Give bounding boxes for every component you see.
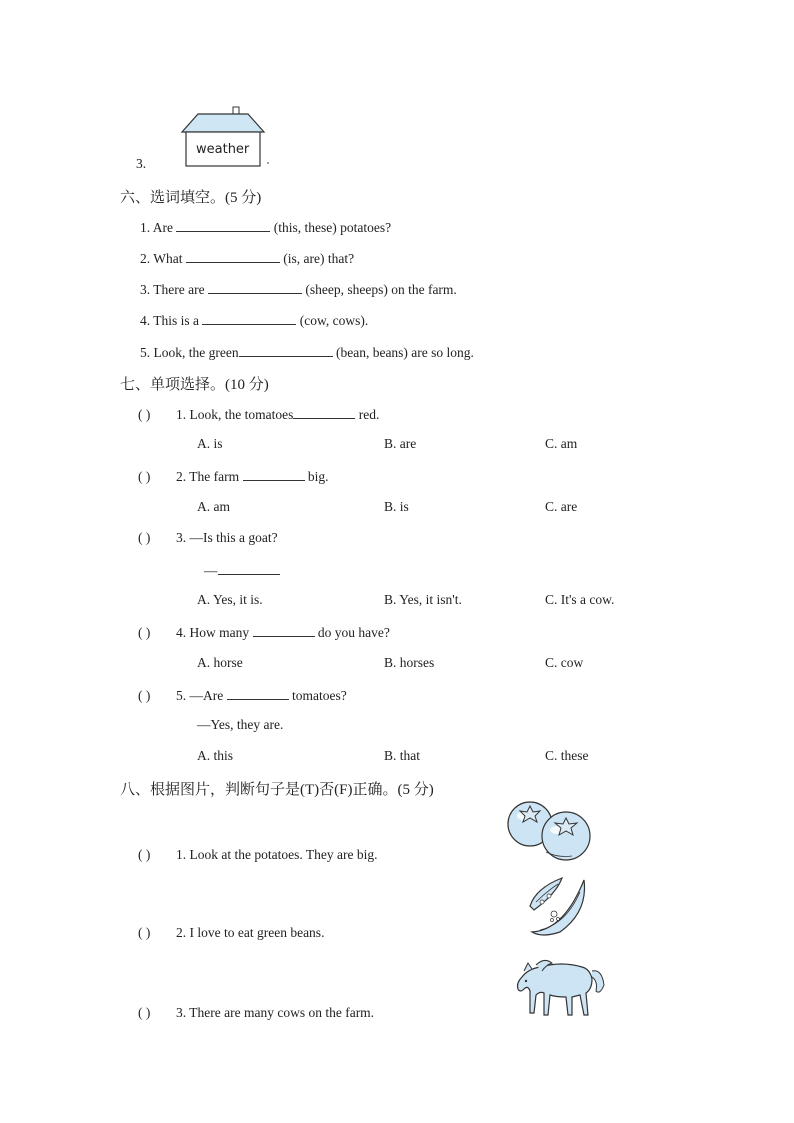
answer-blank[interactable] xyxy=(176,218,270,232)
judge-item-2: ( ) 2. I love to eat green beans. xyxy=(138,925,325,940)
question-2: ( ) 2. The farm big. xyxy=(138,469,329,484)
section7-title: 七、单项选择。(10 分) xyxy=(120,377,269,393)
option-b: B. horses xyxy=(384,655,435,670)
answer-blank[interactable] xyxy=(253,623,315,637)
option-c: C. am xyxy=(545,436,578,451)
answer-paren[interactable]: ( ) xyxy=(138,407,151,422)
answer-blank[interactable] xyxy=(202,311,296,325)
tomatoes-picture xyxy=(502,800,596,862)
answer-paren[interactable]: ( ) xyxy=(138,847,151,862)
house-label: weather xyxy=(196,142,250,157)
question-1: ( ) 1. Look, the tomatoes red. xyxy=(138,407,380,422)
horse-picture xyxy=(510,955,606,1021)
answer-blank[interactable] xyxy=(243,467,305,481)
answer-blank[interactable] xyxy=(208,280,302,294)
answer-blank[interactable] xyxy=(239,343,333,357)
option-b: B. Yes, it isn't. xyxy=(384,592,462,607)
option-a: A. is xyxy=(197,436,223,451)
answer-paren[interactable]: ( ) xyxy=(138,925,151,940)
reply-line: —Yes, they are. xyxy=(197,717,284,732)
fill-item-2: 2. What (is, are) that? xyxy=(140,251,355,266)
answer-paren[interactable]: ( ) xyxy=(138,625,151,640)
fill-item-3: 3. There are (sheep, sheeps) on the farm. xyxy=(140,282,457,297)
answer-line: — xyxy=(204,561,280,579)
section6-title: 六、选词填空。(5 分) xyxy=(120,190,262,206)
fill-item-5: 5. Look, the green (bean, beans) are so long. xyxy=(140,345,474,360)
option-c: C. It's a cow. xyxy=(545,592,615,607)
section8-title: 八、根据图片，判断句子是(T)否(F)正确。(5 分) xyxy=(120,782,434,798)
answer-paren[interactable]: ( ) xyxy=(138,688,151,703)
answer-blank[interactable] xyxy=(227,686,289,700)
judge-item-1: ( ) 1. Look at the potatoes. They are big. xyxy=(138,847,378,862)
fill-item-1: 1. Are (this, these) potatoes? xyxy=(140,220,392,235)
answer-blank[interactable] xyxy=(293,405,355,419)
question-5: ( ) 5. —Are tomatoes? xyxy=(138,688,347,703)
option-a: A. this xyxy=(197,748,234,763)
answer-paren[interactable]: ( ) xyxy=(138,530,151,545)
question-3: ( ) 3. —Is this a goat? xyxy=(138,530,278,545)
option-b: B. is xyxy=(384,499,409,514)
beans-picture xyxy=(522,872,592,938)
option-a: A. Yes, it is. xyxy=(197,592,263,607)
judge-item-3: ( ) 3. There are many cows on the farm. xyxy=(138,1005,375,1020)
option-a: A. am xyxy=(197,499,230,514)
question-4: ( ) 4. How many do you have? xyxy=(138,625,390,640)
option-b: B. that xyxy=(384,748,420,763)
answer-paren[interactable]: ( ) xyxy=(138,1005,151,1020)
item-number: 3. xyxy=(136,156,147,171)
option-c: C. these xyxy=(545,748,589,763)
answer-paren[interactable]: ( ) xyxy=(138,469,151,484)
answer-blank[interactable] xyxy=(186,249,280,263)
option-c: C. cow xyxy=(545,655,584,670)
option-b: B. are xyxy=(384,436,417,451)
house-picture xyxy=(178,104,270,170)
fill-item-4: 4. This is a (cow, cows). xyxy=(140,313,369,328)
answer-blank[interactable] xyxy=(218,561,280,575)
option-c: C. are xyxy=(545,499,578,514)
option-a: A. horse xyxy=(197,655,243,670)
